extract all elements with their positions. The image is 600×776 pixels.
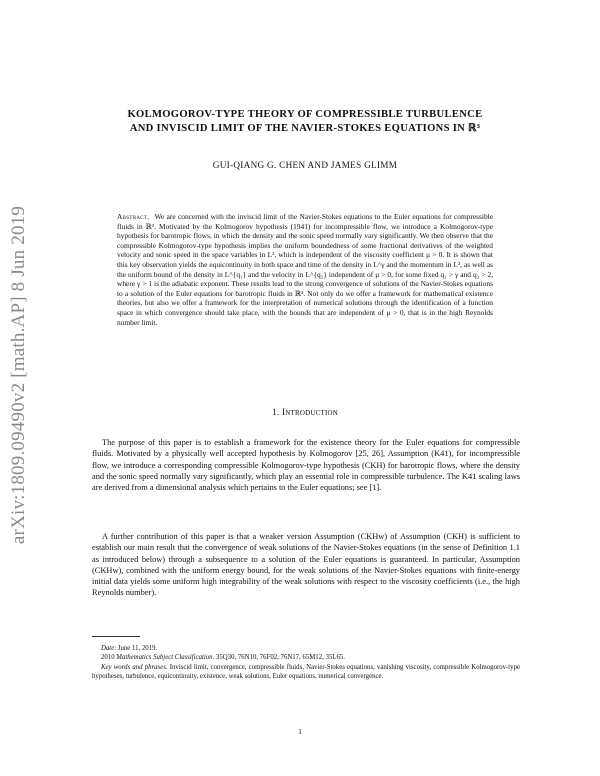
- abstract-label: Abstract.: [117, 212, 150, 221]
- msc-prefix: 2010: [101, 654, 117, 662]
- msc-value: 35Q30, 76N10, 76F02, 76N17, 65M12, 35L65.: [214, 654, 345, 662]
- arxiv-stamp: [6, 180, 32, 570]
- date-label: Date: [101, 645, 115, 652]
- page-number: 1: [298, 727, 302, 736]
- abstract: [117, 212, 493, 327]
- abstract-text: We are concerned with the inviscid limit of the Navier-Stokes equations to the Euler equations for compressible fluids in ℝ³. Motivated by the Kolmogorov hypothesis (1941) for incompressible flow, we introduce a Kolmogorov-type hypothesis for barotropic flows, in which the density and the sonic speed normally vary significantly. We then observe that the compressible Kolmogorov-type hypothesis implies the uniform boundedness of some fractional derivatives of the weighted velocity and sonic speed in the space variables in L², which is independent of the viscosity coefficient μ > 0. It is shown that this key observation yields the equicontinuity in both space and time of the density in L^γ and the momentum in L², as well as the uniform bound of the density in L^{q₁} and the velocity in L^{q₂} independent of μ > 0, for some fixed q₁ > γ and q₂ > 2, where γ > 1 is the adiabatic exponent. These results lead to the strong convergence of solutions of the Navier-Stokes equations to a solution of the Euler equations for barotropic fluids in ℝ³. Not only do we offer a framework for mathematical existence theories, but also we offer a framework for the interpretation of numerical solutions through the identification of a function space in which convergence should take place, with the bounds that are independent of μ > 0, that is in the high Reynolds number limit.: [117, 212, 493, 327]
- keywords-label: Key words and phrases.: [101, 663, 168, 671]
- date-value: : June 11, 2019.: [114, 645, 158, 652]
- footnote-date: [92, 644, 520, 653]
- footnote-msc: [92, 653, 520, 662]
- footnotes: [92, 644, 520, 681]
- intro-paragraph-1: The purpose of this paper is to establish a framework for the existence theory for the Euler equations for compressible fluids. Motivated by a physically well accepted hypothesis by Kolmogorov [25, 26], Assumption (K41), for incompressible flow, we introduce a corresponding compressible Kolmogorov-type hypothesis (CKH) for barotropic flows, where the density and the sonic speed normally vary significantly, which play an essential role in compressible turbulence. The K41 scaling laws are derived from a dimensional analysis which pertains to the Euler equations; see [1].: [92, 438, 520, 492]
- authors: GUI-QIANG G. CHEN AND JAMES GLIMM: [212, 160, 398, 170]
- title-line-2: AND INVISCID LIMIT OF THE NAVIER-STOKES EQUATIONS IN ℝ³: [129, 123, 481, 134]
- footnote-keywords: [92, 663, 520, 682]
- keywords-value: Inviscid limit, convergence, compressible fluids, Navier-Stokes equations, vanishing viscosity, compressible Kolmogorov-type hypotheses, turbulence, equicontinuity, existence, weak solutions, Euler equations, numerical convergence.: [92, 663, 520, 680]
- section-title: Introduction: [281, 408, 339, 418]
- footnote-rule: [92, 636, 140, 637]
- arxiv-stamp-text: arXiv:1809.09490v2 [math.AP] 8 Jun 2019: [8, 205, 30, 545]
- paper-title: [75, 108, 535, 136]
- intro-paragraph-2: A further contribution of this paper is that a weaker version Assumption (CKHw) of Assumption (CKH) is sufficient to establish our main result that the convergence of weak solutions of the Navier-Stokes equations (in the sense of Definition 1.1 as introduced below) through a subsequence to a solution of the Euler equations is guaranteed. In particular, Assumption (CKHw), combined with the uniform energy bound, for the weak solutions of the Navier-Stokes equations with finite-energy initial data yields some uniform high integrability of the weak solutions with respect to the viscosity coefficients (i.e., the high Reynolds number).: [92, 532, 520, 598]
- section-heading: [75, 408, 535, 418]
- title-line-1: KOLMOGOROV-TYPE THEORY OF COMPRESSIBLE TURBULENCE: [127, 109, 483, 120]
- msc-label: Mathematics Subject Classification.: [116, 654, 215, 662]
- section-number: 1.: [271, 408, 280, 418]
